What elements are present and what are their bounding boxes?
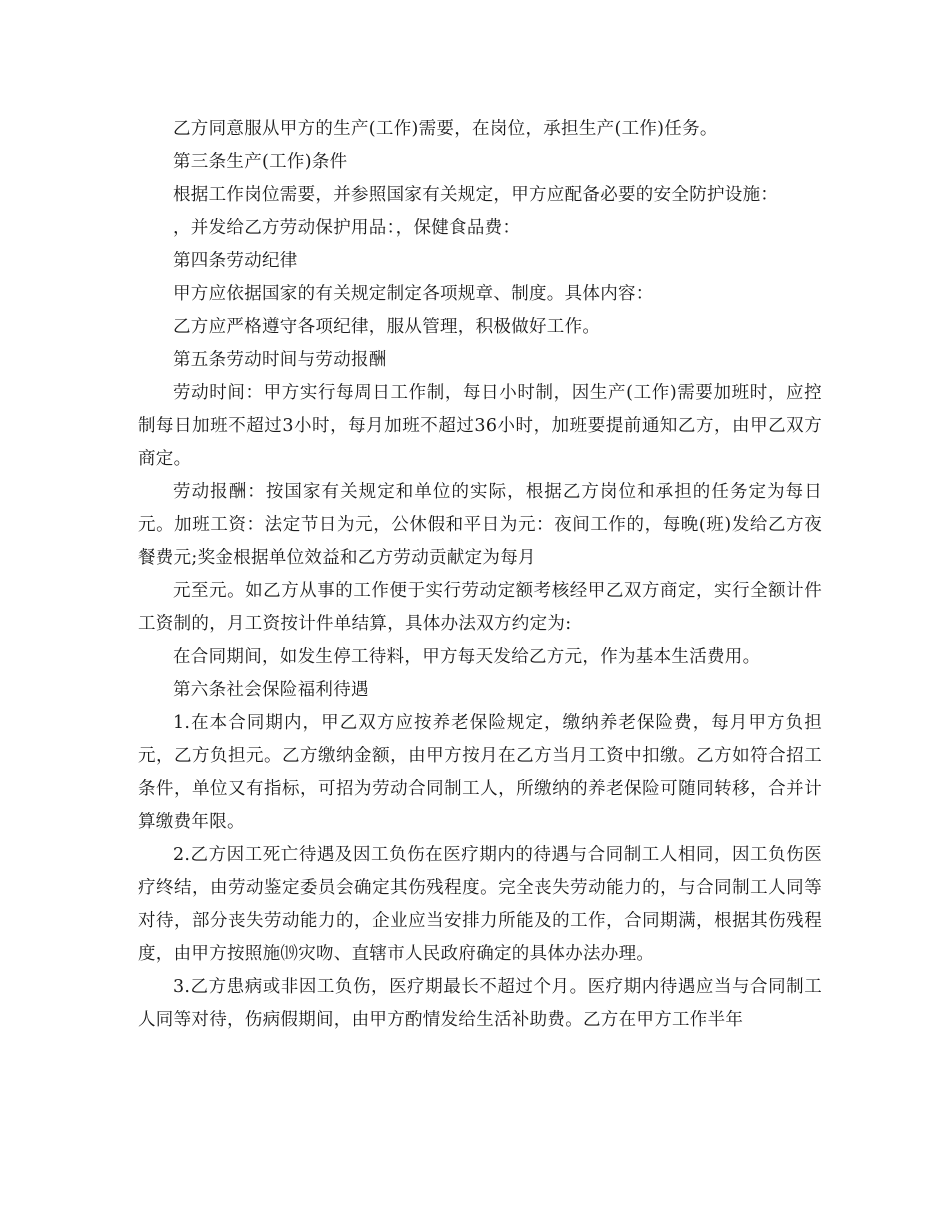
section-heading-5: 第五条劳动时间与劳动报酬 [173, 350, 387, 370]
paragraph-9: 劳动时间：甲方实行每周日工作制，每日小时制，因生产(工作)需要加班时，应控制每日加班不超过3小时，每月加班不超过36小时，加班要提前通知乙方，由甲乙双方商定。 [138, 383, 822, 469]
paragraph-4: ，并发给乙方劳动保护用品：，保健食品费： [173, 218, 521, 238]
paragraph-11: 元至元。如乙方从事的工作便于实行劳动定额考核经甲乙双方商定，实行全额计件工资制的，月工资按计件单结算，具体办法双方约定为: [138, 581, 822, 634]
paragraph-10: 劳动报酬：按国家有关规定和单位的实际，根据乙方岗位和承担的任务定为每日元。加班工资：法定节日为元，公休假和平日为元：夜间工作的，每晚(班)发给乙方夜餐费元;奖金根据单位效益和乙方劳动贡献定为每月 [138, 482, 822, 568]
section-heading-6: 第六条社会保险福利待遇 [173, 680, 369, 700]
paragraph-12: 在合同期间，如发生停工待料，甲方每天发给乙方元，作为基本生活费用。 [173, 647, 761, 667]
section-heading-3: 第三条生产(工作)条件 [173, 152, 348, 172]
document-body [138, 113, 822, 1037]
paragraph-15: 2.乙方因工死亡待遇及因工负伤在医疗期内的待遇与合同制工人相同，因工负伤医疗终结，由劳动鉴定委员会确定其伤残程度。完全丧失劳动能力的，与合同制工人同等对待，部分丧失劳动能力的，企业应当安排力所能及的工作，合同期满，根据其伤残程度，由甲方按照施⒆灾吻、直辖市人民政府确定的具体办法办理。 [138, 845, 822, 964]
paragraph-6: 甲方应依据国家的有关规定制定各项规章、制度。具体内容： [173, 284, 654, 304]
paragraph-3: 根据工作岗位需要，并参照国家有关规定，甲方应配备必要的安全防护设施： [173, 185, 779, 205]
paragraph-14: 1.在本合同期内，甲乙双方应按养老保险规定，缴纳养老保险费，每月甲方负担元，乙方负担元。乙方缴纳金额，由甲方按月在乙方当月工资中扣缴。乙方如符合招工条件，单位又有指标，可招为劳动合同制工人，所缴纳的养老保险可随同转移，合并计算缴费年限。 [138, 713, 822, 832]
section-heading-4: 第四条劳动纪律 [173, 251, 298, 271]
paragraph-1: 乙方同意服从甲方的生产(工作)需要，在岗位，承担生产(工作)任务。 [173, 119, 718, 139]
paragraph-16: 3.乙方患病或非因工负伤，医疗期最长不超过个月。医疗期内待遇应当与合同制工人同等对待，伤病假期间，由甲方酌情发给生活补助费。乙方在甲方工作半年 [138, 977, 822, 1030]
paragraph-7: 乙方应严格遵守各项纪律，服从管理，积极做好工作。 [173, 317, 601, 337]
